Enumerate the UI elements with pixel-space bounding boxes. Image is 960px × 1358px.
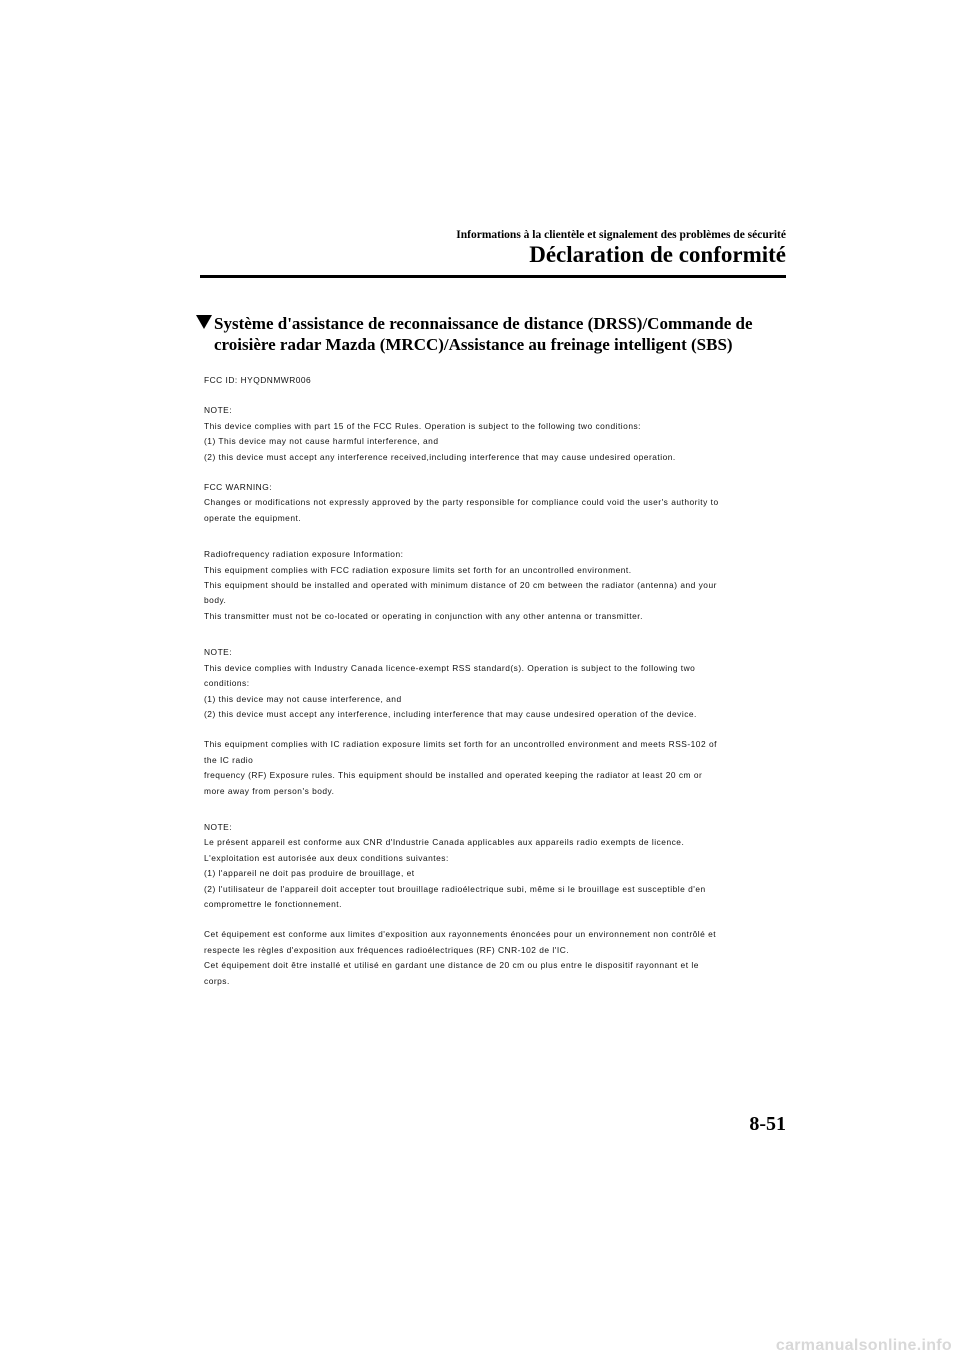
text-line: FCC WARNING: (204, 482, 273, 493)
text-line: This device complies with part 15 of the FCC Rules. Operation is subject to the following two conditions: (204, 420, 642, 431)
document-body (204, 373, 784, 1004)
text-line: compromettre le fonctionnement. (204, 898, 342, 909)
text-line: Cet équipement est conforme aux limites d'exposition aux rayonnements énoncées pour un environnement non contrôlé et (204, 929, 717, 940)
text-block (204, 645, 784, 722)
text-line: Cet équipement doit être installé et utilisé en gardant une distance de 20 cm ou plus entre le dispositif rayonnant et le (204, 960, 699, 971)
text-line: operate the equipment. (204, 512, 302, 523)
header-title: Déclaration de conformité (529, 242, 786, 267)
text-line: This transmitter must not be co-located or operating in conjunction with any other antenna or transmitter. (204, 610, 643, 621)
text-block (204, 737, 784, 799)
text-line: conditions: (204, 678, 250, 689)
text-line: (1) This device may not cause harmful interference, and (204, 436, 439, 447)
header-subtitle: Informations à la clientèle et signalement des problèmes de sécurité (456, 229, 786, 241)
text-line: (1) this device may not cause interference, and (204, 693, 402, 704)
text-block (204, 820, 784, 912)
text-block (204, 547, 784, 624)
text-line: frequency (RF) Exposure rules. This equipment should be installed and operated keeping the radiator at least 20 cm or (204, 770, 703, 781)
text-line: the IC radio (204, 754, 254, 765)
text-block (204, 927, 784, 989)
text-line: NOTE: (204, 405, 233, 416)
text-line: This equipment complies with FCC radiation exposure limits set forth for an uncontrolled environment. (204, 564, 632, 575)
text-line: Le présent appareil est conforme aux CNR d'Industrie Canada applicables aux appareils radio exempts de licence. (204, 837, 685, 848)
text-line: (2) this device must accept any interference, including interference that may cause undesired operation of the device. (204, 708, 697, 719)
page-number: 8-51 (749, 1113, 786, 1135)
section-heading-text: Système d'assistance de reconnaissance de distance (DRSS)/Commande de croisière radar Mazda (MRCC)/Assistance au freinage intelligent (SBS) (214, 314, 753, 354)
triangle-bullet-icon (196, 315, 212, 329)
text-line: This device complies with Industry Canada licence-exempt RSS standard(s). Operation is subject to the following two (204, 662, 696, 673)
section-heading (196, 313, 776, 355)
text-line: more away from person's body. (204, 785, 335, 796)
text-line: This equipment should be installed and operated with minimum distance of 20 cm between the radiator (antenna) and your (204, 580, 717, 591)
watermark: carmanualsonline.info (775, 1337, 952, 1354)
text-line: respecte les règles d'exposition aux fréquences radioélectriques (RF) CNR-102 de l'IC. (204, 944, 570, 955)
header-divider (200, 275, 786, 278)
text-line: (1) l'appareil ne doit pas produire de brouillage, et (204, 868, 415, 879)
text-block (204, 403, 784, 465)
text-line: NOTE: (204, 647, 233, 658)
text-line: Radiofrequency radiation exposure Information: (204, 549, 404, 560)
text-line: This equipment complies with IC radiation exposure limits set forth for an uncontrolled environment and meets RSS-102 of (204, 739, 717, 750)
text-line: FCC ID: HYQDNMWR006 (204, 375, 312, 385)
text-block (204, 373, 784, 388)
text-line: Changes or modifications not expressly approved by the party responsible for compliance could void the user's authority to (204, 497, 719, 508)
text-line: corps. (204, 975, 230, 986)
text-line: body. (204, 595, 227, 606)
text-line: L'exploitation est autorisée aux deux conditions suivantes: (204, 852, 449, 863)
text-block (204, 480, 784, 526)
text-line: (2) this device must accept any interference received,including interference that may cause undesired operation. (204, 451, 676, 462)
text-line: (2) l'utilisateur de l'appareil doit accepter tout brouillage radioélectrique subi, même si le brouillage est susceptible d'en (204, 883, 706, 894)
text-line: NOTE: (204, 821, 233, 832)
